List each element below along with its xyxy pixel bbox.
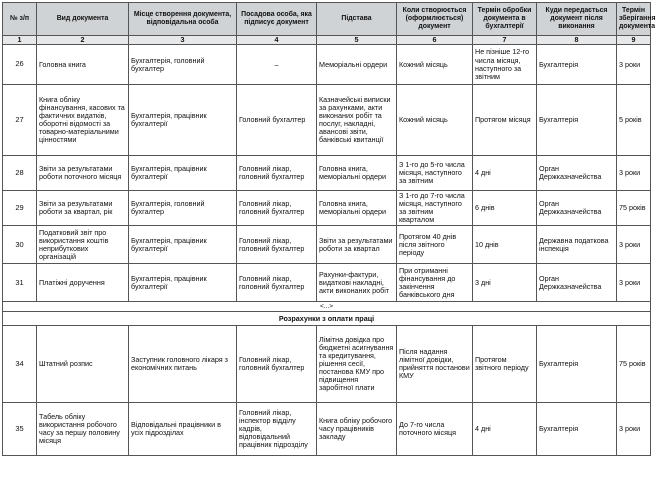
signatory: Головний бухгалтер [237, 85, 317, 156]
processing-term: 4 дні [473, 403, 537, 456]
document-type: Головна книга [37, 45, 129, 85]
document-type: Звіти за результатами роботи за квартал, рік [37, 191, 129, 226]
column-number: 1 [3, 36, 37, 45]
header-cell: Куди передається документ після виконання [537, 3, 617, 36]
row-number: 34 [3, 326, 37, 403]
header-cell: Вид документа [37, 3, 129, 36]
creation-time: При отриманні фінансування до закінчення банківського дня [397, 264, 473, 302]
signatory: – [237, 45, 317, 85]
section-title: Розрахунки з оплати праці [3, 312, 651, 326]
signatory: Головний лікар, головний бухгалтер [237, 264, 317, 302]
table-row [3, 45, 651, 85]
column-number-row [3, 36, 651, 45]
creation-place: Бухгалтерія, працівник бухгалтерії [129, 156, 237, 191]
column-number: 8 [537, 36, 617, 45]
table-row [3, 191, 651, 226]
creation-time: До 7-го числа поточного місяця [397, 403, 473, 456]
processing-term: 6 днів [473, 191, 537, 226]
creation-place: Бухгалтерія, працівник бухгалтерії [129, 85, 237, 156]
destination: Бухгалтерія [537, 45, 617, 85]
creation-time: З 1-го до 5-го числа місяця, наступного за звітним [397, 156, 473, 191]
row-number: 35 [3, 403, 37, 456]
header-cell: Посадова особа, яка підписує документ [237, 3, 317, 36]
document-register-table [2, 2, 656, 456]
row-number: 26 [3, 45, 37, 85]
omission-row [3, 302, 651, 312]
storage-term: 75 років [617, 191, 651, 226]
header-cell: Підстава [317, 3, 397, 36]
basis: Казначейські виписки за рахунками, акти виконаних робіт та послуг, накладні, авансові звіти, банківські квитанції [317, 85, 397, 156]
creation-place: Бухгалтерія, працівник бухгалтерії [129, 264, 237, 302]
row-number: 29 [3, 191, 37, 226]
destination: Орган Держказначейства [537, 191, 617, 226]
basis: Книга обліку робочого часу працівників закладу [317, 403, 397, 456]
section-row [3, 312, 651, 326]
processing-term: Не пізніше 12-го числа місяця, наступного за звітним [473, 45, 537, 85]
header-cell: Термін зберігання документа [617, 3, 651, 36]
document-type: Платіжні доручення [37, 264, 129, 302]
creation-place: Бухгалтерія, головний бухгалтер [129, 45, 237, 85]
processing-term: Протягом місяця [473, 85, 537, 156]
omission-marker: <...> [3, 302, 651, 312]
header-cell: Місце створення документа, відповідальна особа [129, 3, 237, 36]
storage-term: 3 роки [617, 226, 651, 264]
basis: Рахунки-фактури, видаткові накладні, акти виконаних робіт [317, 264, 397, 302]
signatory: Головний лікар, інспектор відділу кадрів, відповідальний працівник підрозділу [237, 403, 317, 456]
basis: Звіти за результатами роботи за квартал [317, 226, 397, 264]
header-cell: Коли створюється (оформлюється) документ [397, 3, 473, 36]
creation-time: Після надання лімітної довідки, прийняття постанови КМУ [397, 326, 473, 403]
basis: Головна книга, меморіальні ордери [317, 156, 397, 191]
creation-place: Бухгалтерія, головний бухгалтер [129, 191, 237, 226]
table-row [3, 403, 651, 456]
creation-time: Кожний місяць [397, 45, 473, 85]
signatory: Головний лікар, головний бухгалтер [237, 156, 317, 191]
document-type: Штатний розпис [37, 326, 129, 403]
processing-term: 3 дні [473, 264, 537, 302]
table-row [3, 226, 651, 264]
table-row [3, 85, 651, 156]
header-cell: № з/п [3, 3, 37, 36]
column-number: 5 [317, 36, 397, 45]
header-row [3, 3, 651, 36]
creation-place: Відповідальні працівники в усіх підрозділах [129, 403, 237, 456]
destination: Бухгалтерія [537, 326, 617, 403]
basis: Головна книга, меморіальні ордери [317, 191, 397, 226]
storage-term: 3 роки [617, 403, 651, 456]
basis: Лімітна довідка про бюджетні асигнування та кредитування, рішення сесії, постанова КМУ про підвищення заробітної плати [317, 326, 397, 403]
table-row [3, 326, 651, 403]
row-number: 28 [3, 156, 37, 191]
storage-term: 75 років [617, 326, 651, 403]
creation-time: З 1-го до 7-го числа місяця, наступного за звітним кварталом [397, 191, 473, 226]
destination: Орган Держказначейства [537, 156, 617, 191]
signatory: Головний лікар, головний бухгалтер [237, 191, 317, 226]
signatory: Головний лікар, головний бухгалтер [237, 226, 317, 264]
column-number: 6 [397, 36, 473, 45]
processing-term: 4 дні [473, 156, 537, 191]
destination: Бухгалтерія [537, 85, 617, 156]
creation-place: Заступник головного лікаря з економічних питань [129, 326, 237, 403]
destination: Державна податкова інспекція [537, 226, 617, 264]
document-type: Звіти за результатами роботи поточного місяця [37, 156, 129, 191]
processing-term: Протягом звітного періоду [473, 326, 537, 403]
column-number: 7 [473, 36, 537, 45]
storage-term: 3 роки [617, 45, 651, 85]
signatory: Головний лікар, головний бухгалтер [237, 326, 317, 403]
document-type: Книга обліку фінансування, касових та фактичних видатків, оборотні відомості за товарно-матеріальними цінностями [37, 85, 129, 156]
processing-term: 10 днів [473, 226, 537, 264]
creation-time: Протягом 40 днів після звітного періоду [397, 226, 473, 264]
storage-term: 3 роки [617, 156, 651, 191]
document-type: Табель обліку використання робочого часу за першу половину місяця [37, 403, 129, 456]
column-number: 2 [37, 36, 129, 45]
row-number: 31 [3, 264, 37, 302]
creation-place: Бухгалтерія, працівник бухгалтерії [129, 226, 237, 264]
document-type: Податковий звіт про використання коштів неприбуткових організацій [37, 226, 129, 264]
column-number: 4 [237, 36, 317, 45]
table-row [3, 264, 651, 302]
column-number: 9 [617, 36, 651, 45]
creation-time: Кожний місяць [397, 85, 473, 156]
storage-term: 3 роки [617, 264, 651, 302]
table-row [3, 156, 651, 191]
header-cell: Термін обробки документа в бухгалтерії [473, 3, 537, 36]
destination: Бухгалтерія [537, 403, 617, 456]
basis: Меморіальні ордери [317, 45, 397, 85]
column-number: 3 [129, 36, 237, 45]
row-number: 30 [3, 226, 37, 264]
row-number: 27 [3, 85, 37, 156]
storage-term: 5 років [617, 85, 651, 156]
destination: Орган Держказначейства [537, 264, 617, 302]
